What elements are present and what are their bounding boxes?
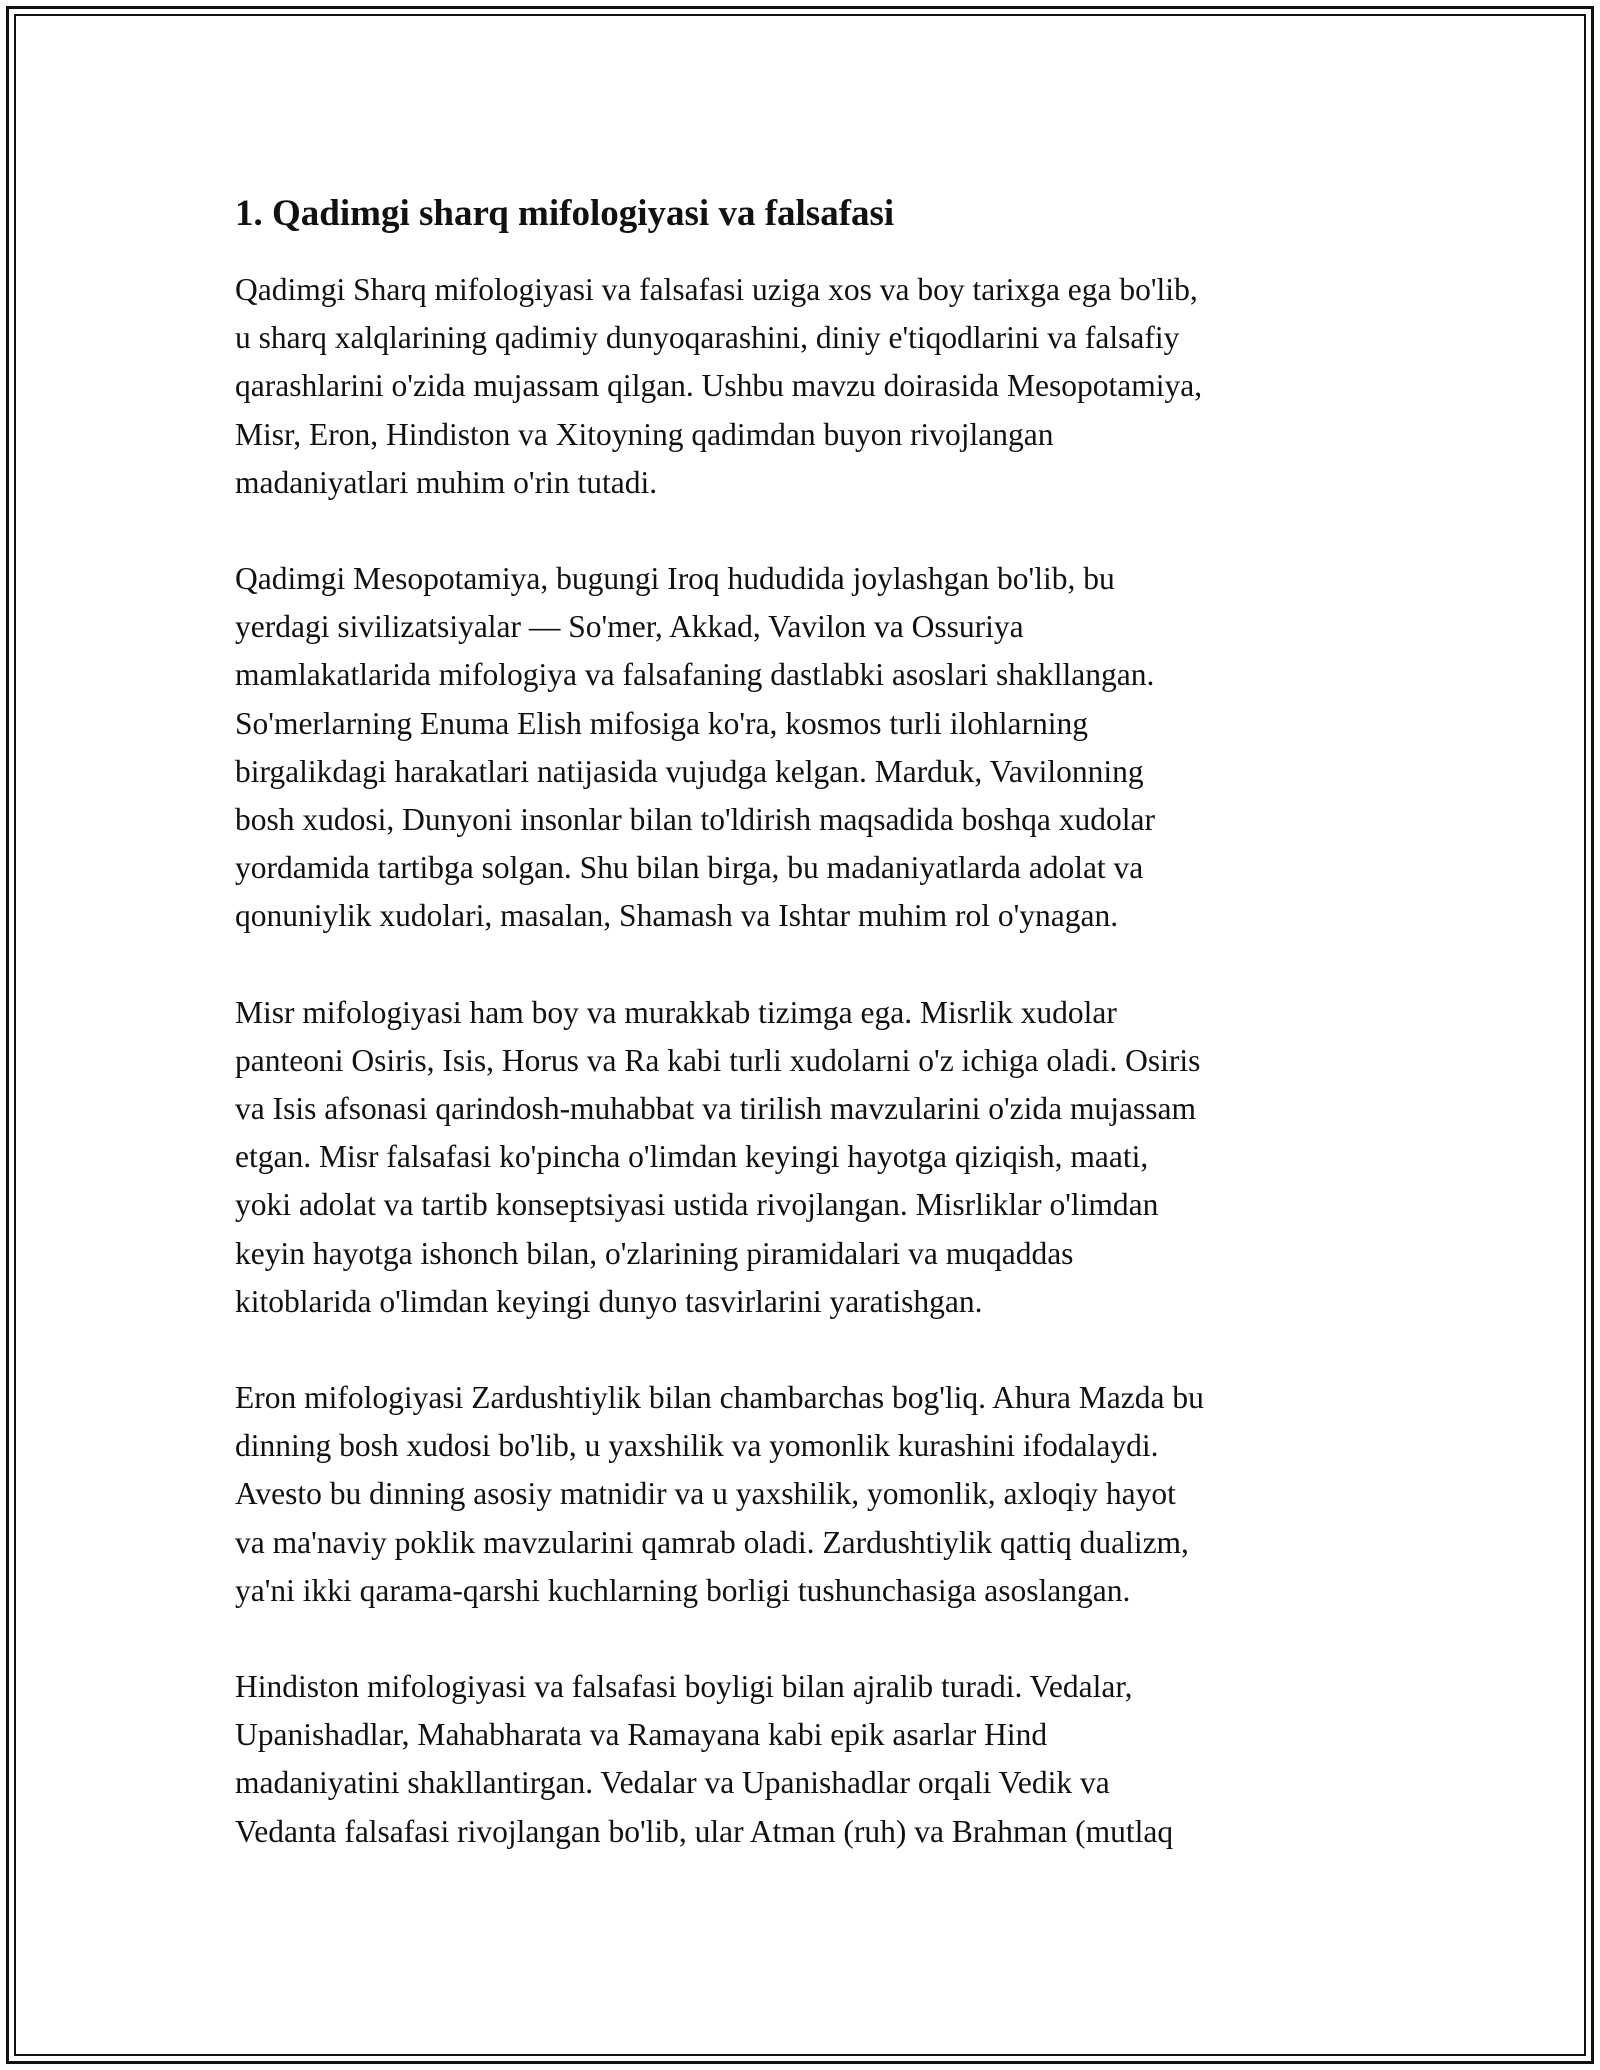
- paragraph-line: madaniyatlari muhim o'rin tutadi.: [235, 464, 658, 500]
- paragraph-line: Hindiston mifologiyasi va falsafasi boyligi bilan ajralib turadi. Vedalar,: [235, 1669, 1133, 1705]
- paragraph-mesopotamia: [235, 555, 1370, 941]
- paragraph-line: birgalikdagi harakatlari natijasida vujudga kelgan. Marduk, Vavilonning: [235, 753, 1144, 789]
- paragraph-line: mamlakatlarida mifologiya va falsafaning dastlabki asoslari shakllangan.: [235, 657, 1155, 693]
- paragraph-line: etgan. Misr falsafasi ko'pincha o'limdan keyingi hayotga qiziqish, maati,: [235, 1139, 1149, 1175]
- paragraph-line: Vedanta falsafasi rivojlangan bo'lib, ular Atman (ruh) va Brahman (mutlaq: [235, 1813, 1174, 1849]
- paragraph-line: u sharq xalqlarining qadimiy dunyoqarashini, diniy e'tiqodlarini va falsafiy: [235, 320, 1180, 356]
- paragraph-line: ya'ni ikki qarama-qarshi kuchlarning borligi tushunchasiga asoslangan.: [235, 1572, 1131, 1608]
- paragraph-line: Upanishadlar, Mahabharata va Ramayana kabi epik asarlar Hind: [235, 1717, 1048, 1753]
- paragraph-line: qonuniylik xudolari, masalan, Shamash va Ishtar muhim rol o'ynagan.: [235, 898, 1119, 934]
- paragraph-egypt: [235, 989, 1370, 1326]
- paragraph-line: qarashlarini o'zida mujassam qilgan. Ushbu mavzu doirasida Mesopotamiya,: [235, 368, 1203, 404]
- paragraph-iran: [235, 1374, 1370, 1615]
- paragraph-line: keyin hayotga ishonch bilan, o'zlarining piramidalari va muqaddas: [235, 1235, 1074, 1271]
- paragraph-line: Avesto bu dinning asosiy matnidir va u yaxshilik, yomonlik, axloqiy hayot: [235, 1476, 1176, 1512]
- paragraph-line: panteoni Osiris, Isis, Horus va Ra kabi turli xudolarni o'z ichiga oladi. Osiris: [235, 1042, 1201, 1078]
- paragraph-line: yordamida tartibga solgan. Shu bilan birga, bu madaniyatlarda adolat va: [235, 850, 1144, 886]
- paragraph-line: va Isis afsonasi qarindosh-muhabbat va tirilish mavzularini o'zida mujassam: [235, 1091, 1196, 1127]
- paragraph-india: [235, 1663, 1370, 1856]
- paragraph-line: kitoblarida o'limdan keyingi dunyo tasvirlarini yaratishgan.: [235, 1283, 983, 1319]
- paragraph-line: Eron mifologiyasi Zardushtiylik bilan chambarchas bog'liq. Ahura Mazda bu: [235, 1380, 1204, 1416]
- paragraph-line: Misr mifologiyasi ham boy va murakkab tizimga ega. Misrlik xudolar: [235, 994, 1117, 1030]
- paragraph-line: yerdagi sivilizatsiyalar — So'mer, Akkad, Vavilon va Ossuriya: [235, 609, 1024, 645]
- paragraph-line: bosh xudosi, Dunyoni insonlar bilan to'ldirish maqsadida boshqa xudolar: [235, 802, 1155, 838]
- paragraph-line: madaniyatini shakllantirgan. Vedalar va Upanishadlar orqali Vedik va: [235, 1765, 1110, 1801]
- paragraph-line: So'merlarning Enuma Elish mifosiga ko'ra, kosmos turli ilohlarning: [235, 705, 1088, 741]
- paragraph-line: Qadimgi Sharq mifologiyasi va falsafasi uziga xos va boy tarixga ega bo'lib,: [235, 272, 1198, 307]
- paragraph-line: Qadimgi Mesopotamiya, bugungi Iroq hududida joylashgan bo'lib, bu: [235, 561, 1115, 597]
- document-body: [235, 190, 1370, 1904]
- paragraph-line: Misr, Eron, Hindiston va Xitoyning qadimdan buyon rivojlangan: [235, 416, 1054, 452]
- paragraph-line: dinning bosh xudosi bo'lib, u yaxshilik va yomonlik kurashini ifodalaydi.: [235, 1428, 1159, 1464]
- paragraph-line: yoki adolat va tartib konseptsiyasi ustida rivojlangan. Misrliklar o'limdan: [235, 1187, 1159, 1223]
- paragraph-line: va ma'naviy poklik mavzularini qamrab oladi. Zardushtiylik qattiq dualizm,: [235, 1524, 1189, 1560]
- section-heading: 1. Qadimgi sharq mifologiyasi va falsafasi: [235, 193, 895, 234]
- paragraph-intro: [235, 266, 1370, 507]
